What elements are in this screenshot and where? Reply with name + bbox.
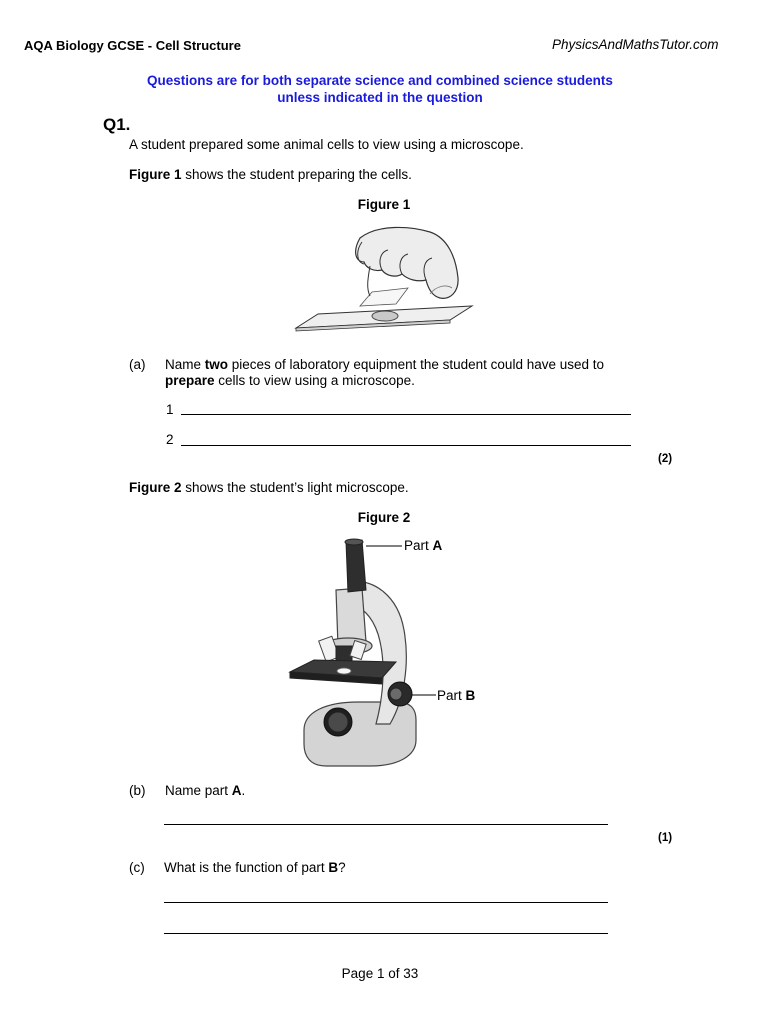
part-b-t1: Name part — [165, 783, 232, 798]
part-b-t2: . — [241, 783, 246, 798]
notice-line-2: unless indicated in the question — [277, 90, 483, 105]
figure2-microscope — [286, 534, 496, 772]
part-c-t1: What is the function of part — [164, 860, 329, 875]
figure1-ref-bold: Figure 1 — [129, 167, 182, 182]
microscope-base — [304, 702, 416, 766]
answer-2-number: 2 — [166, 432, 174, 447]
part-a-marks: (2) — [658, 453, 673, 465]
figure1-illustration — [290, 222, 476, 340]
figure2-reference — [129, 480, 409, 495]
figure2-ref-text: shows the student’s light microscope. — [181, 480, 409, 495]
figure2-ref-bold: Figure 2 — [129, 480, 182, 495]
answer-1-number: 1 — [166, 402, 174, 417]
answer-line-c1[interactable] — [164, 902, 608, 903]
mirror-inner — [328, 712, 348, 732]
question-intro: A student prepared some animal cells to view using a microscope. — [129, 137, 524, 152]
answer-line-c2[interactable] — [164, 933, 608, 934]
footer-page-total: 33 — [403, 966, 419, 981]
part-a-t2: pieces of laboratory equipment the student could have used to — [228, 357, 605, 372]
part-b-label: (b) — [129, 783, 146, 798]
part-b-marks: (1) — [658, 832, 673, 844]
footer-page-word: Page — [341, 966, 374, 981]
thumb-line — [368, 266, 370, 296]
footer-page-number: 1 — [376, 966, 385, 981]
figure1-reference — [129, 167, 412, 182]
focus-knob-center — [390, 688, 402, 700]
hand — [356, 227, 458, 298]
answer-line-b[interactable] — [164, 824, 608, 825]
notice-line-1: Questions are for both separate science and combined science students — [147, 73, 613, 88]
part-a-t3: cells to view using a microscope. — [214, 373, 415, 388]
sample-drop — [372, 311, 398, 321]
part-c-b1: B — [328, 860, 339, 875]
question-number: Q1. — [103, 115, 131, 134]
part-a-b1: two — [204, 357, 229, 372]
part-b-b1: A — [231, 783, 242, 798]
part-c-label: (c) — [129, 860, 145, 875]
part-c-t2: ? — [338, 860, 346, 875]
part-a-b2: prepare — [165, 373, 215, 388]
answer-line-a2[interactable] — [181, 445, 631, 446]
figure2-label-part-b — [437, 688, 475, 703]
stage-aperture — [337, 668, 351, 674]
body-tube — [336, 588, 366, 646]
part-a-label: (a) — [129, 357, 146, 372]
part-a-text — [165, 357, 604, 389]
part-c-text — [164, 860, 346, 875]
eyepiece-top — [345, 539, 363, 545]
part-b-text — [165, 783, 245, 798]
part-a-label-text: Part — [404, 538, 433, 553]
part-b-label-text: Part — [437, 688, 466, 703]
header-site: PhysicsAndMathsTutor.com — [552, 37, 719, 52]
part-b-label-letter: B — [465, 688, 476, 703]
footer-of-word: of — [388, 966, 400, 981]
page-footer — [0, 966, 760, 981]
figure1-title: Figure 1 — [357, 197, 411, 212]
cover-slip — [360, 288, 408, 306]
part-a-t1: Name — [165, 357, 205, 372]
figure1-ref-text: shows the student preparing the cells. — [181, 167, 412, 182]
figure2-label-part-a — [404, 538, 442, 553]
part-a-label-letter: A — [432, 538, 443, 553]
header-title: AQA Biology GCSE - Cell Structure — [24, 38, 241, 53]
figure2-title: Figure 2 — [357, 510, 411, 525]
answer-line-a1[interactable] — [181, 414, 631, 415]
eyepiece — [346, 540, 366, 592]
